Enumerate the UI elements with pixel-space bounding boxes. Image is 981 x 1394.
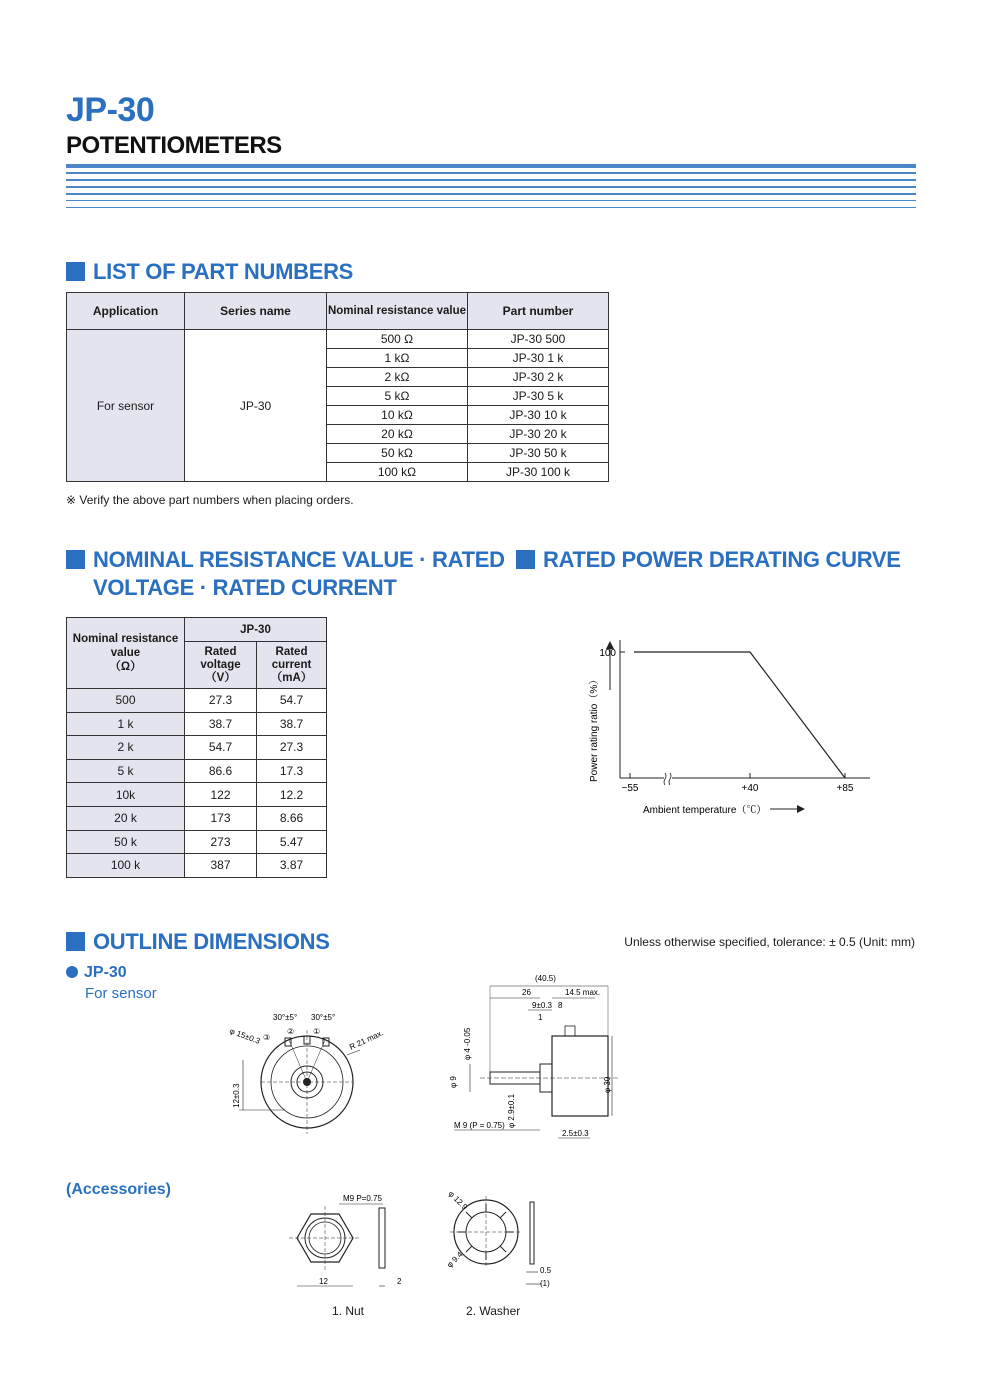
voltage-cell: 122 — [185, 783, 257, 807]
voltage-cell: 387 — [185, 854, 257, 878]
table-row — [67, 830, 327, 854]
dim-label: 26 — [522, 988, 531, 997]
dim-label: φ 2.9±0.1 — [507, 1093, 516, 1128]
nut-caption: 1. Nut — [332, 1304, 365, 1318]
table-row — [67, 330, 609, 349]
table-row — [67, 736, 327, 760]
dim-label: φ 9 — [449, 1076, 458, 1088]
circle-bullet-icon — [66, 966, 78, 978]
voltage-cell: 38.7 — [185, 712, 257, 736]
order-note: ※ Verify the above part numbers when placing orders. — [66, 493, 354, 507]
voltage-cell: 27.3 — [185, 689, 257, 713]
dim-label: φ 4 -0.05 — [463, 1027, 472, 1060]
nut-thread-label: M9 P=0.75 — [343, 1194, 382, 1203]
col-application: Application — [67, 293, 185, 330]
group-jp30: JP-30 — [185, 618, 327, 642]
header-rule — [66, 200, 916, 201]
nut-drawing — [285, 1190, 415, 1295]
part-number-cell: JP-30 5 k — [468, 387, 609, 406]
voltage-cell: 86.6 — [185, 759, 257, 783]
dim-label: 8 — [558, 1001, 563, 1010]
accessories-heading: (Accessories) — [66, 1181, 171, 1198]
ratings-table — [66, 617, 327, 878]
radius-label: R 21 max. — [348, 1028, 385, 1052]
table-row — [67, 806, 327, 830]
voltage-cell: 173 — [185, 806, 257, 830]
table-row — [67, 689, 327, 713]
terminal-label: ① — [313, 1027, 321, 1036]
model-label: JP-30 — [66, 964, 127, 982]
resistance-cell: 500 Ω — [327, 330, 468, 349]
square-bullet-icon — [516, 550, 535, 569]
square-bullet-icon — [66, 550, 85, 569]
washer-thickness-label: 0.5 — [540, 1266, 552, 1275]
voltage-cell: 54.7 — [185, 736, 257, 760]
voltage-cell: 273 — [185, 830, 257, 854]
y-axis-label: Power rating ratio（%） — [589, 674, 600, 782]
dim-label: 2.5±0.3 — [562, 1129, 589, 1138]
washer-total-label: (1) — [540, 1279, 550, 1288]
angle-label: 30°±5° — [311, 1013, 336, 1022]
header-rule — [66, 207, 916, 208]
application-cell: For sensor — [67, 330, 185, 482]
x-tick-label: +85 — [836, 783, 854, 794]
tolerance-note: Unless otherwise specified, tolerance: ± 0.5 (Unit: mm) — [624, 935, 915, 949]
table-row — [67, 759, 327, 783]
table-row — [67, 783, 327, 807]
front-view-drawing — [225, 1000, 400, 1140]
dim-label: M 9 (P = 0.75) — [454, 1121, 505, 1130]
part-number-cell: JP-30 20 k — [468, 425, 609, 444]
header-rule — [66, 193, 916, 195]
y-tick-label: 100 — [599, 648, 616, 659]
height-label: 12±0.3 — [232, 1083, 241, 1108]
col-rated-voltage: Rated voltage （V） — [185, 642, 257, 689]
washer-drawing — [430, 1188, 565, 1298]
side-view-drawing — [440, 968, 640, 1148]
part-number-cell: JP-30 100 k — [468, 463, 609, 482]
dim-label: 1 — [538, 1013, 543, 1022]
x-axis-label: Ambient temperature（℃） — [643, 805, 767, 816]
product-title: JP-30 — [66, 91, 155, 129]
current-cell: 5.47 — [257, 830, 327, 854]
parts-heading: LIST OF PART NUMBERS — [66, 258, 353, 286]
dim-label: φ 30 — [603, 1076, 612, 1093]
nut-thickness-label: 2 — [397, 1277, 402, 1286]
tick-marks — [620, 652, 845, 778]
resistance-cell: 20 k — [67, 806, 185, 830]
resistance-cell: 1 k — [67, 712, 185, 736]
square-bullet-icon — [66, 262, 85, 281]
resistance-cell: 50 kΩ — [327, 444, 468, 463]
col-rated-current: Rated current （mA） — [257, 642, 327, 689]
ratings-heading: NOMINAL RESISTANCE VALUE · RATED VOLTAGE · RATED CURRENT — [66, 546, 505, 602]
resistance-cell: 10 kΩ — [327, 406, 468, 425]
current-cell: 54.7 — [257, 689, 327, 713]
resistance-cell: 2 kΩ — [327, 368, 468, 387]
current-cell: 27.3 — [257, 736, 327, 760]
outline-heading: OUTLINE DIMENSIONS — [66, 928, 330, 956]
pcd-label: φ 15±0.3 — [228, 1026, 262, 1046]
washer-caption: 2. Washer — [466, 1304, 521, 1318]
square-bullet-icon — [66, 932, 85, 951]
header-rule — [66, 172, 916, 174]
resistance-cell: 10k — [67, 783, 185, 807]
terminal-label: ② — [287, 1027, 295, 1036]
series-line — [634, 652, 845, 778]
angle-label: 30°±5° — [273, 1013, 298, 1022]
model-description: For sensor — [85, 985, 157, 1002]
resistance-cell: 500 — [67, 689, 185, 713]
part-number-cell: JP-30 1 k — [468, 349, 609, 368]
resistance-cell: 2 k — [67, 736, 185, 760]
resistance-cell: 100 k — [67, 854, 185, 878]
derating-heading: RATED POWER DERATING CURVE — [516, 546, 901, 574]
col-resistance: Nominal resistance value — [327, 293, 468, 330]
resistance-cell: 5 kΩ — [327, 387, 468, 406]
col-series: Series name — [185, 293, 327, 330]
resistance-cell: 1 kΩ — [327, 349, 468, 368]
table-row — [67, 712, 327, 736]
resistance-cell: 5 k — [67, 759, 185, 783]
series-cell: JP-30 — [185, 330, 327, 482]
part-number-cell: JP-30 50 k — [468, 444, 609, 463]
part-number-cell: JP-30 2 k — [468, 368, 609, 387]
header-rule — [66, 186, 916, 188]
current-cell: 17.3 — [257, 759, 327, 783]
header-rule — [66, 164, 916, 168]
resistance-cell: 20 kΩ — [327, 425, 468, 444]
part-number-cell: JP-30 10 k — [468, 406, 609, 425]
washer-id-label: φ 9.4 — [445, 1249, 465, 1270]
x-tick-label: −55 — [621, 783, 639, 794]
x-tick-label: +40 — [741, 783, 759, 794]
header-rule — [66, 179, 916, 181]
derating-chart — [580, 630, 880, 830]
resistance-cell: 100 kΩ — [327, 463, 468, 482]
dim-label: (40.5) — [535, 974, 556, 983]
current-cell: 12.2 — [257, 783, 327, 807]
current-cell: 38.7 — [257, 712, 327, 736]
table-row — [67, 854, 327, 878]
dim-label: 9±0.3 — [532, 1001, 552, 1010]
product-subtitle: POTENTIOMETERS — [66, 132, 282, 159]
washer-od-label: φ 12.9 — [446, 1189, 470, 1212]
part-number-cell: JP-30 500 — [468, 330, 609, 349]
col-part-number: Part number — [468, 293, 609, 330]
dim-label: 14.5 max. — [565, 988, 601, 997]
col-nominal-resistance: Nominal resistance value （Ω） — [67, 618, 185, 689]
nut-width-label: 12 — [319, 1277, 328, 1286]
axis-break-icon — [664, 772, 672, 785]
resistance-cell: 50 k — [67, 830, 185, 854]
current-cell: 3.87 — [257, 854, 327, 878]
terminal-label: ③ — [263, 1033, 271, 1042]
part-numbers-table — [66, 292, 609, 482]
current-cell: 8.66 — [257, 806, 327, 830]
